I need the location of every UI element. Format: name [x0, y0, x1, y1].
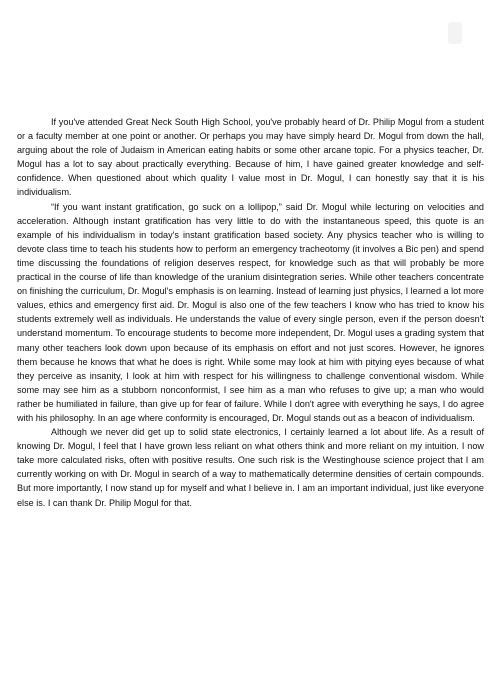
essay-body — [17, 115, 484, 510]
paragraph-2: “If you want instant gratification, go suck on a lollipop,” said Dr. Mogul while lecturing on velocities and acceleration. Although instant gratification has very little to do with the instantaneous speed, this quote is an example of his individualism in today's instant gratification based society. Any physics teacher who is willing to devote class time to teach his students how to perform an emergency tracheotomy (it involves a Bic pen) and spend time discussing the foundations of religion deserves respect, for knowledge such as that will probably be more practical in the course of life than knowledge of the uranium disintegration series. While other teachers concentrate on finishing the curriculum, Dr. Mogul's emphasis is on learning. Instead of learning just physics, I learned a lot more values, ethics and emergency first aid. Dr. Mogul is also one of the few teachers I know who has tried to know his students extremely well as individuals. He understands the value of every single person, even if the person doesn't understand momentum. To encourage students to become more independent, Dr. Mogul uses a grading system that many other teachers look down upon because of its emphasis on effort and not just scores. However, he ignores them because he knows that what he does is right. While some may look at him with pitying eyes because of what they perceive as insanity, I look at him with respect for his willingness to challenge conventional wisdom. While some may see him as a stubborn nonconformist, I see him as a man who refuses to give up; a man who would rather be humiliated in failure, than give up for fear of failure. While I don't agree with everything he says, I do agree with his philosophy. In an age where conformity is encouraged, Dr. Mogul stands out as a beacon of individualism. — [17, 201, 484, 423]
paragraph-1: If you've attended Great Neck South High School, you've probably heard of Dr. Philip Mogul from a student or a faculty member at one point or another. Or perhaps you may have simply heard Dr. Mogul from down the hall, arguing about the role of Judaism in American eating habits or some other arcane topic. For a physics teacher, Dr. Mogul has a lot to say about practically everything. Because of him, I have gained greater knowledge and self-confidence. When questioned about which quality I value most in Dr. Mogul, I can honestly say that it is his individualism. — [17, 117, 484, 198]
scan-mark — [448, 22, 462, 44]
paragraph-3: Although we never did get up to solid state electronics, I certainly learned a lot about life. As a result of knowing Dr. Mogul, I feel that I have grown less reliant on what others think and more reliant on my intuition. I now take more calculated risks, often with positive results. One such risk is the Westinghouse science project that I am currently working on with Dr. Mogul in search of a way to mathematically determine densities of certain compounds. But more importantly, I now stand up for myself and what I believe in. I am an important individual, just like everyone else is. I can thank Dr. Philip Mogul for that. — [17, 427, 484, 508]
